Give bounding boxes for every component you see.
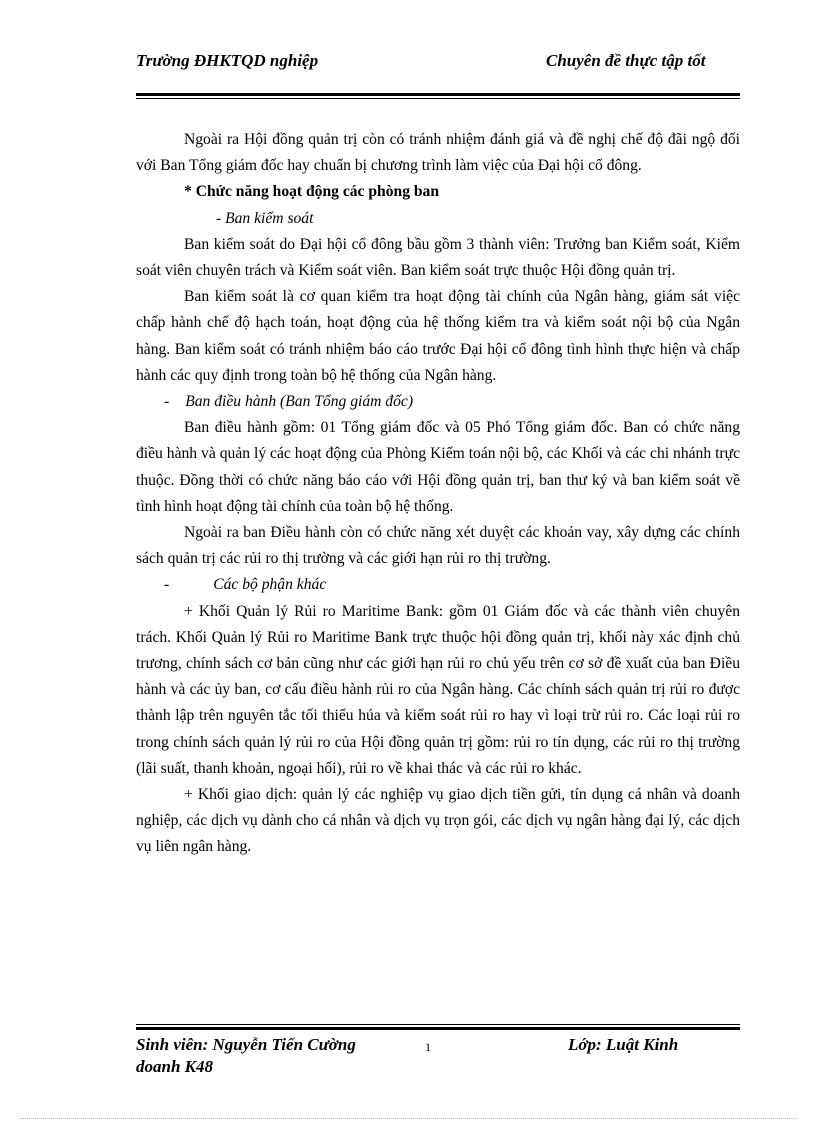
paragraph: Ban kiểm soát là cơ quan kiểm tra hoạt động tài chính của Ngân hàng, giám sát việc chấp hành chế độ hạch toán, hoạt động của hệ thống kiểm tra và kiểm soát nội bộ của Ngân hàng. Ban kiểm soát có tránh nhiệm báo cáo trước Đại hội cổ đông tình hình thực hiện và chấp hành các quy định trong toàn bộ hệ thống của Ngân hàng. — [136, 288, 740, 384]
subheading-ban-kiem-soat: - Ban kiểm soát — [216, 209, 314, 227]
header-rule-thin — [136, 98, 740, 99]
dash-marker: - — [164, 393, 170, 411]
footer-student: Sinh viên: Nguyễn Tiến Cường doanh K48 — [136, 1035, 356, 1076]
document-body — [136, 127, 740, 861]
header-title: Chuyên đề thực tập tốt — [546, 51, 706, 70]
subheading-bo-phan-khac — [136, 572, 740, 598]
dash-marker: - — [164, 576, 170, 594]
paragraph: + Khối giao dịch: quản lý các nghiệp vụ giao dịch tiền gửi, tín dụng cá nhân và doanh nghiệp, các dịch vụ dành cho cá nhân và dịch vụ trọn gói, các dịch vụ ngân hàng đại lý, các dịch vụ liên ngân hàng. — [136, 786, 740, 856]
paragraph: Ban kiểm soát do Đại hội cổ đông bầu gồm 3 thành viên: Trưởng ban Kiểm soát, Kiểm soát viên chuyên trách và Kiểm soát viên. Ban kiểm soát trực thuộc Hội đồng quản trị. — [136, 235, 740, 280]
section-heading: * Chức năng hoạt động các phòng ban — [184, 183, 440, 201]
page-number: 1 — [425, 1040, 431, 1054]
header-rule-thick — [136, 93, 740, 96]
subheading-ban-dieu-hanh — [136, 389, 740, 415]
paragraph: Ngoài ra ban Điều hành còn có chức năng xét duyệt các khoản vay, xây dựng các chính sách quản trị các rủi ro thị trường và các giới hạn rủi ro thị trường. — [136, 524, 740, 568]
subheading-text: Các bộ phận khác — [213, 576, 327, 594]
page-edge-divider — [20, 1118, 796, 1119]
footer-class: Lớp: Luật Kinh — [568, 1035, 679, 1054]
footer-rule-thick — [136, 1027, 740, 1030]
paragraph: + Khối Quản lý Rủi ro Maritime Bank: gồm 01 Giám đốc và các thành viên chuyên trách. Khối Quản lý Rủi ro Maritime Bank trực thuộc hội đồng quản trị, khối này xác định chủ trương, chính sách cơ bản cũng như các giới hạn rủi ro chủ yếu trên cơ sở đề xuất của ban Điều hành và các ủy ban, cơ cấu điều hành rủi ro của Ngân hàng. Các chính sách quản trị rủi ro được thành lập trên nguyên tắc tối thiểu húa và kiểm soát rủi ro hay vì loại trừ rủi ro. Các loại rủi ro trong chính sách quản lý rủi ro của Hội đồng quản trị gồm: rủi ro tín dụng, các rủi ro thị trường (lãi suất, thanh khoản, ngoại hối), rủi ro về khai thác và các rủi ro khác. — [136, 602, 740, 777]
paragraph: Ban điều hành gồm: 01 Tổng giám đốc và 05 Phó Tổng giám đốc. Ban có chức năng điều hành và quản lý các hoạt động của Phòng Kiểm toán nội bộ, các Khối và các chi nhánh trực thuộc. Đồng thời có chức năng báo cáo với Hội đồng quản trị, ban thư ký và ban kiểm soát về tình hình hoạt động tài chính của toàn bộ hệ thống. — [136, 419, 740, 515]
subheading-text: Ban điều hành (Ban Tổng giám đốc) — [185, 393, 414, 411]
header-school: Trường ĐHKTQD nghiệp — [136, 51, 319, 70]
footer-rule-thin — [136, 1024, 740, 1025]
paragraph: Ngoài ra Hội đồng quản trị còn có tránh nhiệm đánh giá và đề nghị chế độ đãi ngộ đối với Ban Tổng giám đốc hay chuẩn bị chương trình làm việc của Đại hội cổ đông. — [136, 131, 740, 175]
